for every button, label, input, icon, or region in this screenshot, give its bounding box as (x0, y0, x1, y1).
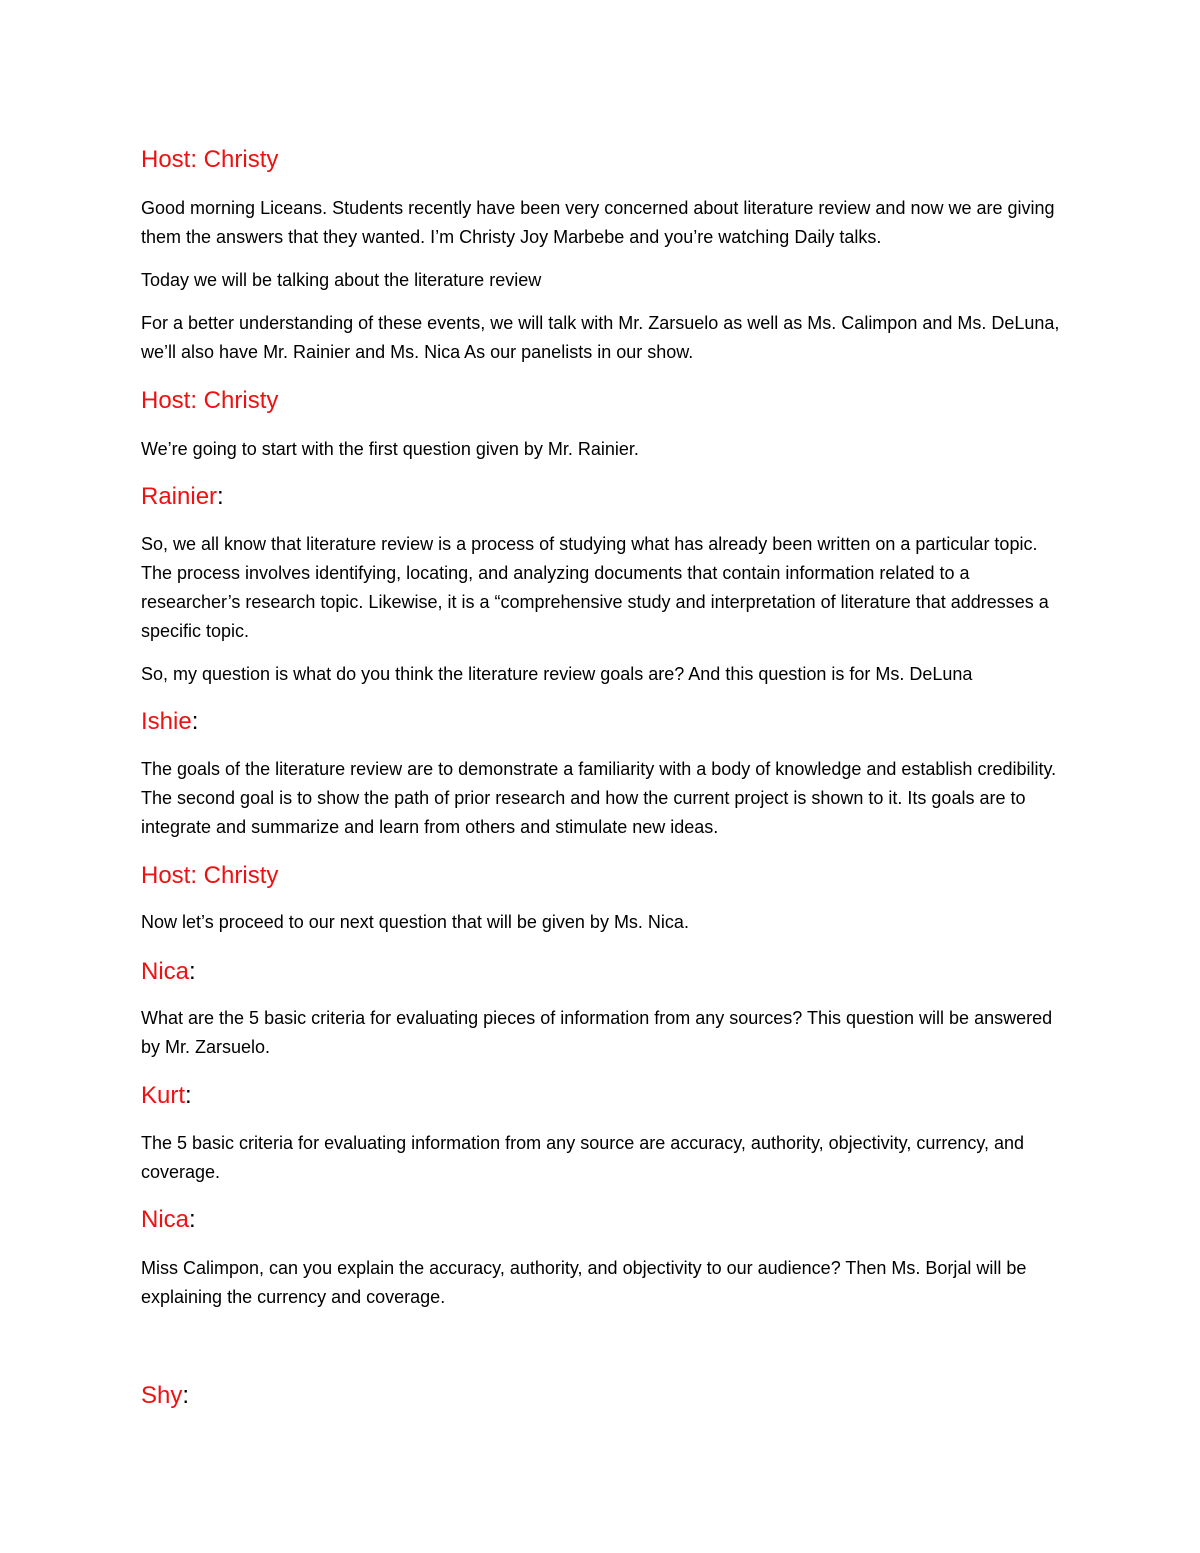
speaker-name: Ishie (141, 708, 192, 735)
paragraph: The goals of the literature review are to demonstrate a familiarity with a body of knowledge and establish credibility. The second goal is to show the path of prior research and how the current project is shown to it. Its goals are to integrate and summarize and learn from others and stimulate new ideas. (141, 759, 1057, 837)
speaker-heading (141, 1381, 1071, 1411)
paragraph: So, we all know that literature review is a process of studying what has already been written on a particular topic. The process involves identifying, locating, and analyzing documents that contain information related to a researcher’s research topic. Likewise, it is a “comprehensive study and interpretation of literature that addresses a specific topic. (141, 534, 1049, 641)
speaker-heading (141, 386, 1071, 416)
speaker-name: Nica (141, 958, 190, 985)
speaker-heading (141, 482, 1071, 512)
speaker-heading (141, 145, 1071, 175)
paragraph: What are the 5 basic criteria for evaluating pieces of information from any sources? This question will be answered by Mr. Zarsuelo. (141, 1008, 1053, 1057)
dialogue-block (141, 1004, 1071, 1062)
paragraph: Now let’s proceed to our next question that will be given by Ms. Nica. (141, 912, 689, 932)
dialogue-block (141, 435, 1071, 464)
speaker-colon: : (191, 708, 199, 735)
paragraph: Today we will be talking about the literature review (141, 270, 542, 290)
speaker-name: Host: Christy (141, 862, 279, 889)
speaker-colon: : (189, 1206, 196, 1233)
paragraph: We’re going to start with the first question given by Mr. Rainier. (141, 439, 639, 459)
speaker-name: Shy (141, 1382, 183, 1409)
dialogue-block (141, 755, 1071, 842)
paragraph: So, my question is what do you think the literature review goals are? And this question is for Ms. DeLuna (141, 664, 973, 684)
speaker-name: Rainier (141, 483, 218, 510)
speaker-name: Kurt (141, 1082, 186, 1109)
speaker-colon: : (217, 483, 224, 510)
speaker-heading (141, 1205, 1071, 1235)
dialogue-block (141, 908, 1071, 937)
dialogue-block (141, 194, 1071, 252)
speaker-colon: : (189, 958, 196, 985)
paragraph: The 5 basic criteria for evaluating information from any source are accuracy, authority, objectivity, currency, and coverage. (141, 1133, 1025, 1182)
speaker-heading (141, 707, 1071, 737)
speaker-name: Host: Christy (141, 146, 279, 173)
dialogue-block (141, 309, 1071, 367)
speaker-name: Nica (141, 1206, 190, 1233)
dialogue-block (141, 660, 1071, 689)
speaker-colon: : (185, 1082, 192, 1109)
dialogue-block (141, 1129, 1071, 1187)
dialogue-block (141, 266, 1071, 295)
speaker-heading (141, 861, 1071, 891)
speaker-colon: : (182, 1382, 190, 1409)
paragraph: For a better understanding of these events, we will talk with Mr. Zarsuelo as well as Ms. Calimpon and Ms. DeLuna, we’ll also have Mr. Rainier and Ms. Nica As our panelists in our show. (141, 313, 1060, 362)
speaker-heading (141, 1081, 1071, 1111)
speaker-name: Host: Christy (141, 387, 279, 414)
paragraph: Good morning Liceans. Students recently have been very concerned about literature review and now we are giving them the answers that they wanted. I’m Christy Joy Marbebe and you’re watching Daily talks. (141, 198, 1055, 247)
paragraph: Miss Calimpon, can you explain the accuracy, authority, and objectivity to our audience? Then Ms. Borjal will be explaining the currency and coverage. (141, 1258, 1027, 1307)
speaker-heading (141, 957, 1071, 987)
dialogue-block (141, 1254, 1071, 1312)
dialogue-block (141, 530, 1071, 646)
